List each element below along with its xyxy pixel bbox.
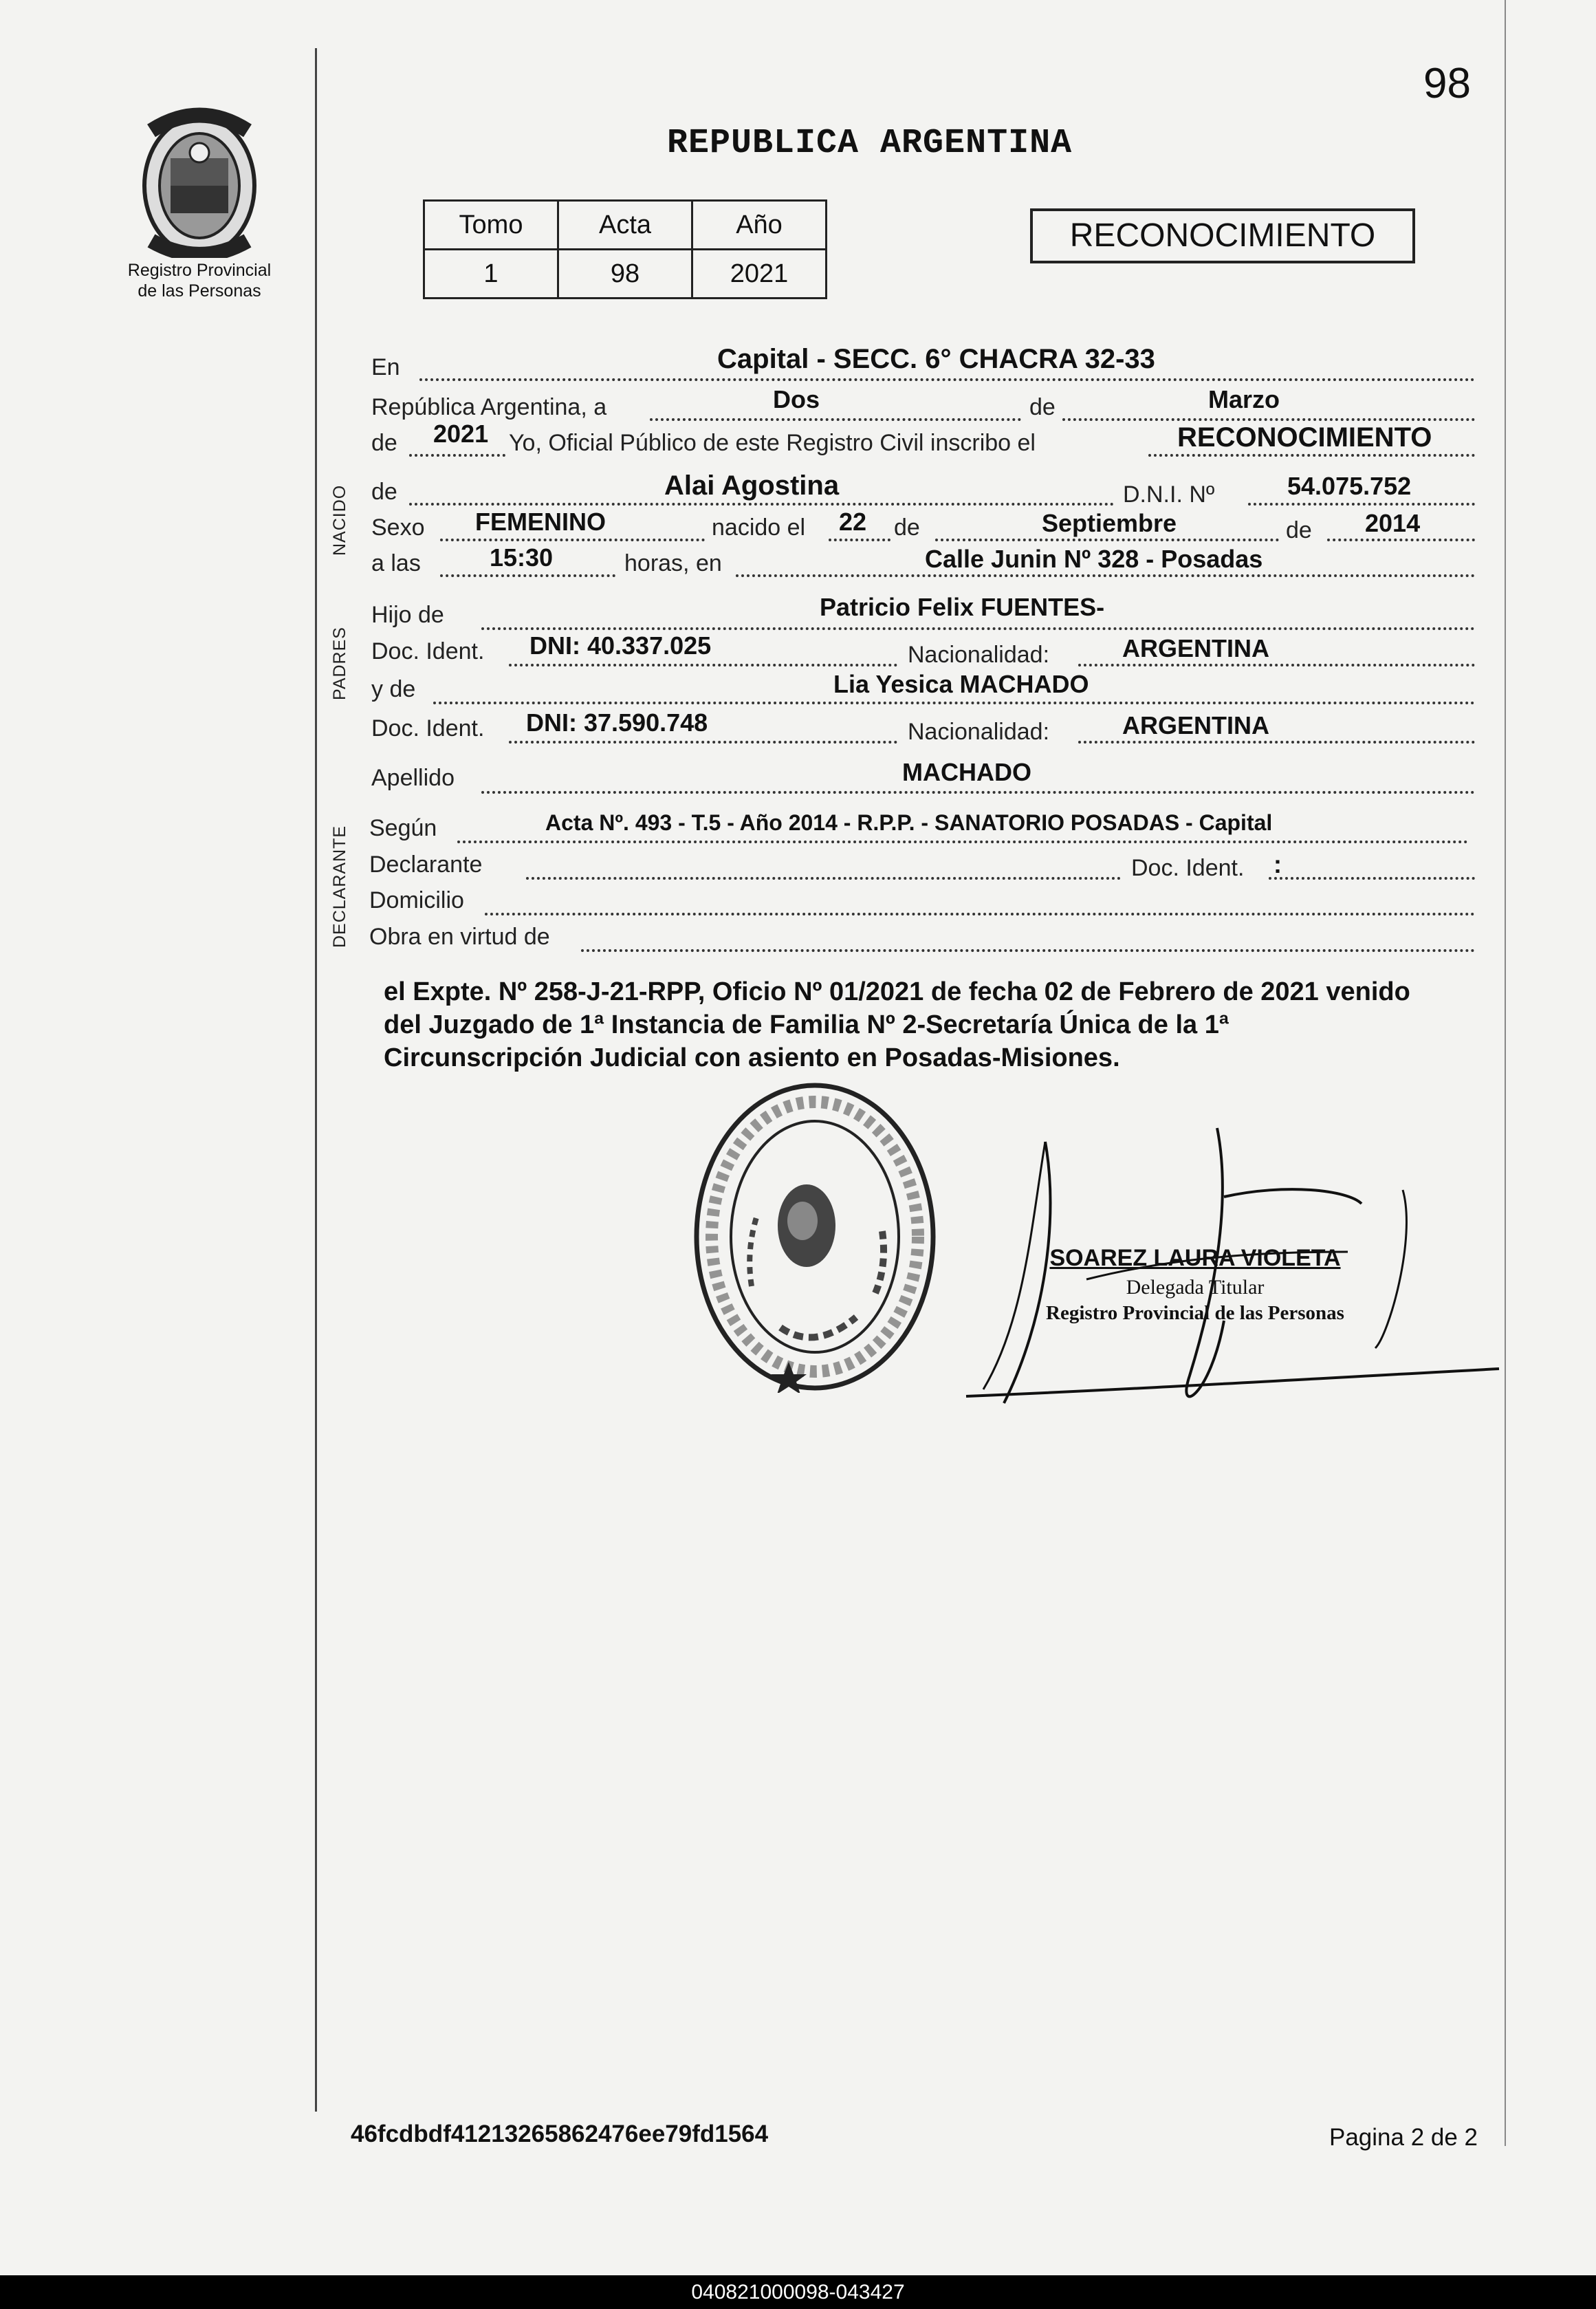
birth-day-value: 22 [839,508,867,536]
dotted-line [1248,503,1475,506]
nacionalidad-label: Nacionalidad: [908,642,1050,668]
sexo-label: Sexo [371,514,425,541]
dni-value: 54.075.752 [1287,472,1412,500]
page-number: 98 [1423,60,1471,107]
nombre-label: de [371,479,397,505]
dotted-line [481,791,1475,794]
side-label-padres: PADRES [330,627,349,700]
dotted-line [481,627,1475,630]
registry-stamp-icon [691,1080,939,1393]
dotted-line [650,418,1021,421]
table-value-acta: 98 [558,250,692,299]
signatory-name: SOAREZ LAURA VIOLETA [1049,1245,1341,1271]
dotted-line [440,539,705,541]
official-stamp [691,1080,939,1393]
mother-nationality-value: ARGENTINA [1122,711,1269,739]
name-value: Alai Agostina [664,470,840,501]
month-value: Marzo [1208,385,1280,413]
dotted-line [440,574,615,577]
republica-label: República Argentina, a [371,394,607,420]
horas-en-label: horas, en [624,550,722,576]
surname-value: MACHADO [902,758,1031,786]
dotted-line [433,702,1475,704]
registry-table [423,199,827,299]
footer-code: 040821000098-043427 [691,2281,905,2303]
father-name-value: Patricio Felix FUENTES- [820,593,1105,621]
signatory-office: Registro Provincial de las Personas [1046,1302,1344,1324]
table-header-anio: Año [692,201,827,250]
dotted-line [1078,741,1475,744]
birth-year-value: 2014 [1365,509,1421,537]
doc-ident-label: Doc. Ident. [371,715,485,741]
yo-text: Yo, Oficial Público de este Registro Civil inscribo el [509,430,1036,456]
day-value: Dos [773,385,820,413]
dotted-line [736,574,1475,577]
obra-label: Obra en virtud de [369,924,550,950]
place-value: Capital - SECC. 6° CHACRA 32-33 [717,344,1155,374]
side-label-declarante: DECLARANTE [330,825,349,948]
nac-de-label: de [894,514,920,541]
mother-name-value: Lia Yesica MACHADO [833,670,1089,698]
dotted-line [1062,418,1475,421]
side-label-nacido: NACIDO [330,484,349,556]
declarante-doc-value: : [1273,850,1282,878]
a-las-label: a las [371,550,421,576]
nacionalidad-label: Nacionalidad: [908,719,1050,745]
document-hash: 46fcdbdf41213265862476ee79fd1564 [351,2121,769,2147]
sex-value: FEMENINO [475,508,606,536]
birth-place-value: Calle Junin Nº 328 - Posadas [925,545,1263,573]
table-value-anio: 2021 [692,250,827,299]
segun-label: Según [369,815,437,841]
table-value-tomo: 1 [424,250,558,299]
right-margin-line [1505,0,1506,2146]
domicilio-label: Domicilio [369,887,464,913]
dotted-line [829,539,890,541]
logo-caption-line2: de las Personas [138,281,261,301]
nac-de2-label: de [1286,517,1312,543]
doc-ident-label: Doc. Ident. [371,638,485,664]
act-type-box: RECONOCIMIENTO [1030,208,1415,263]
father-dni-value: DNI: 40.337.025 [529,631,712,660]
declarante-label: Declarante [369,852,483,878]
table-header-acta: Acta [558,201,692,250]
year-prefix-label: de [371,430,397,456]
dotted-line [509,741,897,744]
signatory-title: Delegada Titular [1126,1276,1265,1299]
logo-caption-line1: Registro Provincial [127,261,272,280]
dotted-line [485,913,1475,915]
dotted-line [1269,877,1475,880]
segun-value: Acta Nº. 493 - T.5 - Año 2014 - R.P.P. - SANATORIO POSADAS - Capital [545,810,1273,835]
dotted-line [457,841,1468,843]
table-header-tomo: Tomo [424,201,558,250]
dotted-line [409,503,1114,506]
dotted-line [419,378,1475,381]
dni-label: D.N.I. Nº [1123,481,1215,508]
dotted-line [1148,454,1475,457]
nacido-el-label: nacido el [712,514,806,541]
pagination-label: Pagina 2 de 2 [1329,2124,1478,2151]
dotted-line [935,539,1279,541]
father-nationality-value: ARGENTINA [1122,634,1269,662]
misiones-seal-icon [131,103,268,258]
dotted-line [526,877,1121,880]
hijo-de-label: Hijo de [371,602,444,628]
dotted-line [409,454,505,457]
footer-code-bar [0,2275,1596,2309]
en-label: En [371,354,400,380]
de-label: de [1029,394,1056,420]
y-de-label: y de [371,676,416,702]
logo-caption [96,260,303,301]
doc-ident-label: Doc. Ident. [1131,855,1245,881]
dotted-line [1327,539,1475,541]
signature-block [1016,1245,1374,1325]
dotted-line [1078,664,1475,666]
inscribo-value: RECONOCIMIENTO [1177,422,1432,453]
mother-dni-value: DNI: 37.590.748 [526,708,708,737]
dotted-line [581,949,1475,952]
apellido-label: Apellido [371,765,455,791]
dotted-line [509,664,897,666]
document-heading: REPUBLICA ARGENTINA [667,124,1073,163]
year-value: 2021 [433,420,489,448]
birth-month-value: Septiembre [1042,509,1177,537]
body-paragraph: el Expte. Nº 258-J-21-RPP, Oficio Nº 01/2021 de fecha 02 de Febrero de 2021 venido del Juzgado de 1ª Instancia de Familia Nº 2-Secretaría Única de la 1ª Circunscripción Judicial con asiento en Posadas-Misiones. [384,977,1410,1072]
time-value: 15:30 [490,543,554,572]
province-logo [131,103,268,258]
left-margin-line [315,48,317,2112]
